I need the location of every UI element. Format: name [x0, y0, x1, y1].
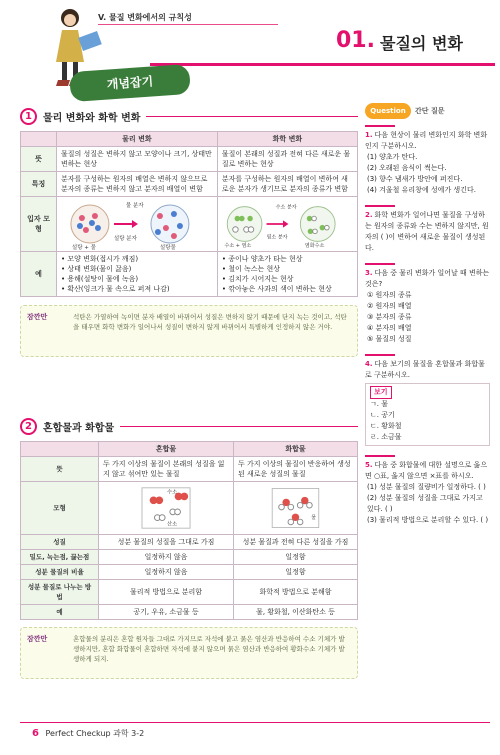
question-number: 4. — [365, 360, 373, 368]
diagram-label-chlorine: 염소 분자 — [266, 234, 288, 241]
table-row — [21, 605, 358, 620]
model-label-oxygen: 산소 — [166, 521, 178, 528]
physical-model-cell — [57, 197, 218, 252]
question-number: 3. — [365, 269, 373, 277]
row-head-model: 입자 모형 — [21, 197, 57, 252]
physical-change-diagram — [58, 198, 216, 250]
col-chemical: 화학 변화 — [217, 132, 357, 147]
row-head-example: 예 — [21, 252, 57, 297]
footer-text: Perfect Checkup 과학 3-2 — [45, 729, 145, 738]
question-2 — [365, 205, 490, 254]
tip-text: 석탄은 가열하여 녹이면 분자 배열이 바뀌어서 성질은 변하지 않기 때문에 단지 녹는 것이고, 석탄을 태우면 화학 변화가 일어나서 성질이 변하지 않게 바뀌어서 특별하게 인정하지 않은 거야. — [73, 313, 347, 331]
question-4 — [365, 354, 490, 446]
row-head-feature: 특징 — [21, 172, 57, 197]
section2-title: 혼합물과 화합물 — [43, 422, 115, 434]
section1-title: 물리 변화와 화학 변화 — [43, 112, 141, 124]
tip-label: 잠깐만 — [27, 635, 48, 643]
compound-model-diagram — [235, 483, 356, 533]
list-item: • 용해(설탕이 물에 녹음) — [61, 275, 139, 283]
physical-feature: 분자를 구성하는 원자의 배열은 변하지 않으므로 분자의 종류는 변하지 않고 분자의 배열이 변함 — [57, 172, 218, 197]
table-row — [21, 535, 358, 550]
mixture-model-diagram — [100, 483, 232, 533]
question-divider — [365, 455, 395, 457]
question-divider — [365, 205, 395, 207]
section1-header — [20, 105, 358, 127]
list-item: • 종이나 양초가 타는 현상 — [221, 255, 303, 263]
footer — [32, 728, 144, 739]
question-option: ② 원자의 배열 — [367, 302, 412, 310]
list-item: ㄴ. 공기 — [370, 411, 395, 419]
list-item: ㄷ. 황화철 — [370, 422, 402, 430]
section2-header — [20, 415, 358, 437]
question-option: (2) 성분 물질의 성질을 그대로 가지고 있다. ( ) — [367, 494, 483, 513]
example-box — [365, 383, 490, 446]
mixture-model-cell — [99, 482, 234, 535]
diagram-label-water: 물 분자 — [125, 203, 144, 209]
blank-header-cell — [21, 442, 99, 457]
question-option: ④ 분자의 배열 — [367, 324, 412, 332]
chemical-feature: 분자를 구성하는 원자의 배열이 변하여 새로운 분자가 생기므로 분자의 종류가 변함 — [217, 172, 357, 197]
mixture-table-header — [21, 442, 358, 457]
question-option: (3) 향수 냄새가 방안에 퍼진다. — [367, 175, 463, 183]
section2-rule — [120, 426, 358, 427]
chemical-change-diagram — [219, 198, 356, 250]
section1-rule — [146, 116, 358, 117]
col-mixture: 혼합물 — [99, 442, 234, 457]
list-item: ㄱ. 물 — [370, 400, 388, 408]
question-option: (1) 양초가 탄다. — [367, 153, 418, 161]
row-head-model: 모형 — [21, 482, 99, 535]
lesson-title: 물질의 변화 — [380, 34, 463, 53]
list-item: • 모양 변화(접시가 깨짐) — [61, 255, 139, 263]
question-panel — [365, 103, 490, 535]
question-option: ① 원자의 종류 — [367, 291, 412, 299]
question-3 — [365, 263, 490, 345]
diagram-label-sugar: 설탕 분자 — [113, 236, 137, 242]
model-label-hydrogen: 수소 — [166, 489, 178, 496]
col-physical: 물리 변화 — [57, 132, 218, 147]
question-number: 1. — [365, 131, 373, 139]
question-divider — [365, 125, 395, 127]
compound-ratio: 일정함 — [234, 565, 358, 580]
diagram-label-after: 설탕물 — [159, 245, 176, 250]
question-option: ③ 분자의 종류 — [367, 313, 412, 321]
question-option: ⑤ 물질의 성질 — [367, 335, 412, 343]
compound-method: 화학적 방법으로 분해함 — [234, 580, 358, 605]
row-head-definition: 뜻 — [21, 457, 99, 482]
chemical-definition: 물질이 본래의 성질과 전혀 다른 새로운 물질로 변하는 현상 — [217, 147, 357, 172]
physical-examples — [57, 252, 218, 297]
page-number: 6 — [32, 728, 39, 739]
row-head-density: 밀도, 녹는점, 끓는점 — [21, 550, 99, 565]
question-number: 5. — [365, 461, 373, 469]
blank-header-cell — [21, 132, 57, 147]
compound-density: 일정함 — [234, 550, 358, 565]
section1-number: 1 — [20, 108, 37, 125]
mixture-density: 일정하지 않음 — [99, 550, 234, 565]
mixture-table — [20, 441, 358, 620]
table-row — [21, 172, 358, 197]
row-head-example: 예 — [21, 605, 99, 620]
question-text: 다음 보기의 물질을 혼합물과 화합물로 구분하시오. — [365, 360, 485, 379]
physical-definition: 물질의 성질은 변하지 않고 모양이나 크기, 상태만 변하는 현상 — [57, 147, 218, 172]
table-row — [21, 580, 358, 605]
table-row — [21, 482, 358, 535]
concept-badge: 개념잡기 — [69, 64, 191, 102]
compound-property: 성분 물질과 전혀 다른 성질을 가짐 — [234, 535, 358, 550]
table-row — [21, 565, 358, 580]
diagram-label-before: 설탕 + 물 — [71, 245, 96, 250]
lesson-number: 01. — [336, 28, 375, 53]
question-header — [365, 103, 490, 119]
question-5 — [365, 455, 490, 526]
tip-text: 혼합물의 분리은 혼합 원자들 그대로 가지므로 자석에 붙고 묽은 염산과 반응하여 수소 기체가 발생하지만, 혼합 화합물이 혼합하면 자석에 붙지 않으며 묽은 염산과 반응하여 황화수소 기체가 발생하게 되지. — [73, 635, 345, 663]
question-divider — [365, 354, 395, 356]
tip-label: 잠깐만 — [27, 313, 48, 321]
question-1 — [365, 125, 490, 196]
footer-rule — [20, 722, 490, 723]
header-rule — [150, 63, 495, 66]
section2-number: 2 — [20, 418, 37, 435]
col-compound: 화합물 — [234, 442, 358, 457]
mixture-example: 공기, 우유, 소금물 등 — [99, 605, 234, 620]
question-text: 다음 중 물리 변화가 일어날 때 변하는 것은? — [365, 269, 490, 288]
chemical-examples — [217, 252, 357, 297]
tip-box-2 — [20, 627, 358, 679]
question-text: 화학 변화가 일어나면 물질을 구성하는 원자의 종류와 수는 변하지 않지만, 원자의 ( )이 변하여 새로운 물질이 생성된다. — [365, 211, 489, 252]
list-item: • 깎아놓은 사과의 색이 변하는 현상 — [221, 285, 332, 293]
model-label-water: 물 — [311, 515, 317, 522]
table-row — [21, 457, 358, 482]
chapter-title: V. 물질 변화에서의 규칙성 — [98, 13, 192, 22]
example-box-label: 보기 — [370, 386, 392, 399]
compound-definition: 두 가지 이상의 물질이 반응하여 생성된 새로운 성질의 물질 — [234, 457, 358, 482]
mixture-ratio: 일정하지 않음 — [99, 565, 234, 580]
row-head-property: 성질 — [21, 535, 99, 550]
list-item: • 상태 변화(물이 끓음) — [61, 265, 132, 273]
question-option: (2) 오래된 음식이 썩는다. — [367, 164, 447, 172]
table-row — [21, 550, 358, 565]
mixture-property: 성분 물질의 성질을 그대로 가짐 — [99, 535, 234, 550]
table-row — [21, 147, 358, 172]
diagram-label-hydrogen: 수소 분자 — [275, 204, 297, 211]
chemical-model-cell — [217, 197, 357, 252]
list-item: • 김치가 시어지는 현상 — [221, 275, 294, 283]
list-item: ㄹ. 소금물 — [370, 433, 402, 441]
question-subtitle: 간단 질문 — [415, 106, 445, 115]
chapter-underline — [98, 24, 278, 25]
compound-example: 물, 황화철, 이산화탄소 등 — [234, 605, 358, 620]
question-option: (1) 성분 물질의 질량비가 일정하다. ( ) — [367, 483, 486, 491]
row-head-method: 성분 물질로 나누는 방법 — [21, 580, 99, 605]
mixture-definition: 두 가지 이상의 물질이 본래의 성질을 잃지 않고 섞여만 있는 물질 — [99, 457, 234, 482]
row-head-ratio: 성분 물질의 비율 — [21, 565, 99, 580]
diagram-label-product: 염화수소 — [304, 242, 325, 249]
compound-model-cell — [234, 482, 358, 535]
list-item: • 철이 녹스는 현상 — [221, 265, 280, 273]
list-item: • 확산(잉크가 물 속으로 퍼져 나감) — [61, 285, 170, 293]
question-option: (4) 겨울철 유리창에 성에가 생긴다. — [367, 186, 476, 194]
table-row — [21, 252, 358, 297]
question-option: (3) 물리적 방법으로 분리할 수 있다. ( ) — [367, 516, 489, 524]
diagram-label-reactants: 수소 + 염소 — [224, 242, 252, 249]
question-number: 2. — [365, 211, 373, 219]
main-column — [20, 105, 358, 663]
change-table-header — [21, 132, 358, 147]
change-table — [20, 131, 358, 297]
table-row — [21, 197, 358, 252]
row-head-definition: 뜻 — [21, 147, 57, 172]
question-text: 다음 중 화합물에 대한 설명으로 옳으면 ○표, 옳지 않으면 ×표를 하시오. — [365, 461, 488, 480]
question-text: 다음 현상이 물리 변화인지 화학 변화인지 구분하시오. — [365, 131, 488, 150]
tip-box-1 — [20, 305, 358, 357]
mixture-method: 물리적 방법으로 분리함 — [99, 580, 234, 605]
question-divider — [365, 263, 395, 265]
question-logo: Question — [365, 103, 411, 119]
